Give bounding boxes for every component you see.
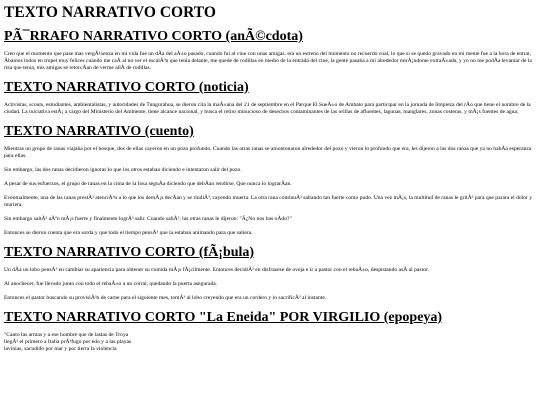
section-title-anecdota: PÃ¯RRAFO NARRATIVO CORTO (anÃ©cdota) <box>4 29 303 44</box>
paragraph: Al anochecer, fue llevado junto con todo el rebaÃ±o a un corral, quedando la puerta asegurada. <box>4 281 218 287</box>
paragraph: Sin embargo, las dos ranas decidieron ignorar lo que los otros estaban diciendo e intentaron salir del pozo. <box>4 167 242 173</box>
paragraph: Entonces se dieron cuenta que era sorda y que todo el tiempo pensÃ³ que la estaban animando para que saliera. <box>4 230 253 236</box>
section-cuento <box>4 123 534 237</box>
paragraph: Eventualmente, una de las ranas prestÃ³ atenciÃ³n a lo que los demÃ¡s decÃan y se rindiÃ³, cayendo muerta. La otra rana continuÃ³ saltando tan fuerte como pudo. Una vez mÃ¡s, la multitud de ranas le gritÃ³ para que parara el dolor y muriera. <box>4 195 533 208</box>
paragraph: Entonces el pastor buscando su provisiÃ³n de carne para el siguiente mes, tomÃ³ al lobo creyendo que era un cordero y lo sacrificÃ³ al instante. <box>4 295 327 301</box>
paragraph: Activistas, scouts, estudiantes, ambientalistas, y autoridades de Tungurahua, se dieron cita la maÃ±ana del 21 de septiembre en el Parque El SueÃ±o de Ambato para participar en la jornada de limpieza del rÃo que tiene el nombre de la ciudad. La iniciativa estÃ¡ a cargo del Ministerio del Ambiente, tiene alcance nacional, y busca el retiro minucioso de desechos contaminantes de las orillas de afluentes, lagunas, manglares, zonas costeras, y mÃ¡s fuentes de agua. <box>4 102 531 115</box>
paragraph: A pesar de sus esfuerzos, el grupo de ranas en la cima de la fosa seguÃa diciendo que debÃan rendirse. Que nunca lo lograrÃan. <box>4 181 292 187</box>
poem-line: "Canto las armas y a ese hombre que de lastas de Troya <box>4 332 129 338</box>
section-title-cuento: TEXTO NARRATIVO (cuento) <box>4 124 194 139</box>
paragraph: Mientras un grupo de ranas viajaba por el bosque, dos de ellas cayeron en un pozo profundo. Cuando las otras ranas se amontonaron alrededor del pozo y vieron lo profundo que era, les dijeron a las dos ranas que ya no habÃa esperanza para ellas. <box>4 146 532 159</box>
paragraph: Un dÃa un lobo pensÃ³ en cambiar su apariencia para obtener su comida mÃ¡s fÃ¡cilmente. Entonces decidiÃ³ en disfrazese de oveja e ir a pastor con el rebaÃ±o, despistando asÃ al pastor. <box>4 267 429 273</box>
section-title-epopeya: TEXTO NARRATIVO CORTO "La Eneida" POR VIRGILIO (epopeya) <box>4 310 443 325</box>
section-anecdota <box>4 28 534 72</box>
section-title-fabula: TEXTO NARRATIVO CORTO (fÃ¡bula) <box>4 245 255 260</box>
paragraph: Creo que el momento que pase mas vergÃ¼enza en mi vida fue un dÃa del aÃ±o pasado, cuando fui al cine con unas amigas. era un estreno del momento no recuerdo cual, lo que si se quedo gravado en mi mente fue a la hora de entrar, Ãbamos todos en tropel muy felices cuando me caÃ al no ver el escalÃ³n que tenia delante, me quede de rodillas en medio de la entrada del cine, la gente pasaba a mi alrededor mirÃ¡ndome extraÃ±ada, y yo no me podÃa levantar de la risa que tenia, mis amigas se retorcÃan de verme allÃ de rodillas. <box>4 51 532 71</box>
section-title-noticia: TEXTO NARRATIVO CORTO (noticia) <box>4 80 249 95</box>
page-title: TEXTO NARRATIVO CORTO <box>4 4 216 21</box>
poem-line: llegÃ³ el primero a Italia prÃ³fugo por edo y a las playas <box>4 339 132 345</box>
poem-line: lavinias, sacudido por mar y por tierra la violencia <box>4 346 117 352</box>
section-epopeya <box>4 309 534 353</box>
section-noticia <box>4 79 534 116</box>
section-fabula <box>4 244 534 302</box>
paragraph: Sin embargo saltÃ³ aÃºn mÃ¡s fuerte y finalmente logrÃ³ salir. Cuando saliÃ³, las otras ranas le dijeron: "Â¿No nos has oÃdo?" <box>4 216 292 222</box>
